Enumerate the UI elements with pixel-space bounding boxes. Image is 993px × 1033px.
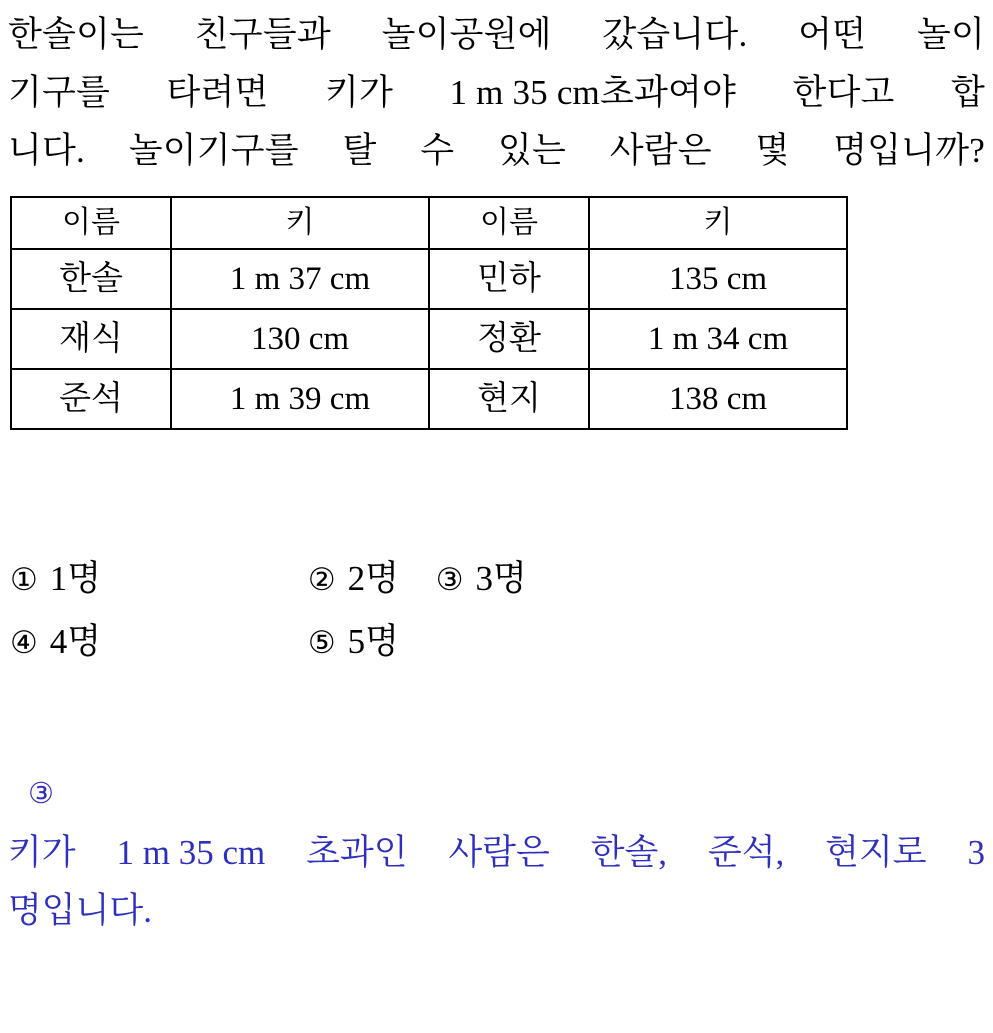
choice-row-1 (8, 548, 985, 611)
cell-height: 1 m 37 cm (171, 249, 429, 309)
table-header-row (11, 197, 847, 249)
question-line-2: 기구를 타려면 키가 1 m 35 cm초과여야 한다고 합 (8, 73, 985, 112)
table-header-name-2: 이름 (429, 197, 589, 249)
table-header-name-1: 이름 (11, 197, 171, 249)
choice-marker: ④ (10, 625, 38, 660)
cell-height: 1 m 39 cm (171, 369, 429, 429)
choice-label: 4명 (49, 622, 102, 661)
answer-marker: ③ (28, 778, 54, 810)
cell-name: 재식 (11, 309, 171, 369)
cell-name: 준석 (11, 369, 171, 429)
question-line-1: 한솔이는 친구들과 놀이공원에 갔습니다. 어떤 놀이 (8, 15, 985, 54)
explanation-line-2: 명입니다. (8, 891, 152, 930)
cell-height: 1 m 34 cm (589, 309, 847, 369)
answer-block (8, 772, 985, 940)
explanation-line-1: 키가 1 m 35 cm 초과인 사람은 한솔, 준석, 현지로 3 (8, 833, 985, 872)
answer-choices (8, 548, 985, 674)
worksheet-page (0, 6, 993, 1033)
choice-label: 5명 (347, 622, 399, 661)
choice-row-2 (8, 611, 985, 674)
choice-label: 2명 (347, 559, 399, 598)
choice-option-3[interactable] (436, 548, 527, 611)
table-header-height-2: 키 (589, 197, 847, 249)
choice-option-2[interactable] (308, 548, 399, 611)
choice-label: 3명 (475, 559, 527, 598)
choice-option-1[interactable] (10, 548, 101, 611)
question-stem (8, 6, 985, 180)
table-row (11, 309, 847, 369)
question-line-3: 니다. 놀이기구를 탈 수 있는 사람은 몇 명입니까? (8, 131, 985, 170)
heights-table (10, 196, 848, 430)
choice-marker: ① (10, 562, 38, 597)
table-row (11, 249, 847, 309)
cell-height: 135 cm (589, 249, 847, 309)
cell-name: 현지 (429, 369, 589, 429)
cell-name: 한솔 (11, 249, 171, 309)
choice-marker: ③ (435, 562, 464, 597)
choice-marker: ② (307, 562, 336, 597)
cell-name: 민하 (429, 249, 589, 309)
choice-option-4[interactable] (10, 611, 101, 674)
choice-label: 1명 (49, 559, 102, 598)
cell-height: 130 cm (171, 309, 429, 369)
choice-option-5[interactable] (308, 611, 399, 674)
table-header-height-1: 키 (171, 197, 429, 249)
choice-marker: ⑤ (307, 625, 336, 660)
cell-name: 정환 (429, 309, 589, 369)
cell-height: 138 cm (589, 369, 847, 429)
table-row (11, 369, 847, 429)
answer-explanation (8, 824, 985, 940)
